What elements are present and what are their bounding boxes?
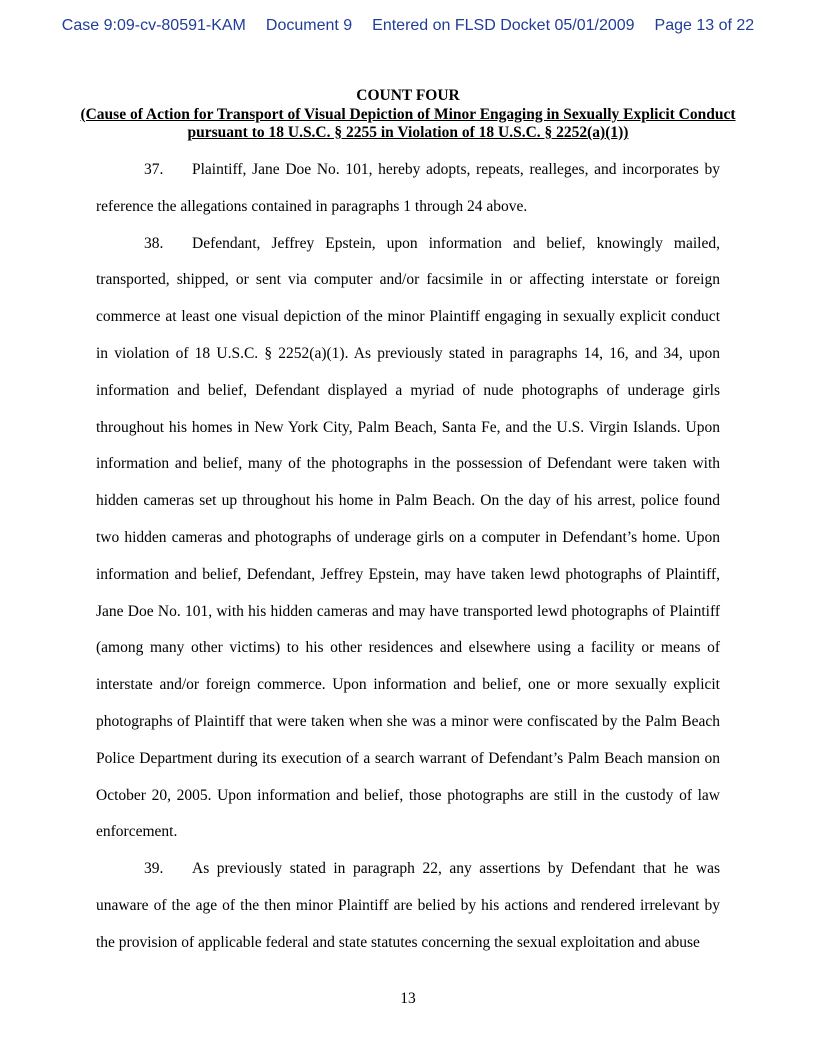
document-body — [96, 152, 720, 962]
paragraph — [96, 226, 720, 852]
case-number: Case 9:09-cv-80591-KAM — [61, 17, 246, 34]
paragraph-text: Defendant, Jeffrey Epstein, upon information and belief, knowingly mailed, transported, shipped, or sent via computer and/or facsimile in or affecting interstate or foreign commerce at least one visual depiction of the minor Plaintiff engaging in sexually explicit conduct in violation of 18 U.S.C. § 2252(a)(1). As previously stated in paragraphs 14, 16, and 34, upon information and belief, Defendant displayed a myriad of nude photographs of underage girls throughout his homes in New York City, Palm Beach, Santa Fe, and the U.S. Virgin Islands. Upon information and belief, many of the photographs in the possession of Defendant were taken with hidden cameras set up throughout his home in Palm Beach. On the day of his arrest, police found two hidden cameras and photographs of underage girls on a computer in Defendant’s home. Upon information and belief, Defendant, Jeffrey Epstein, may have taken lewd photographs of Plaintiff, Jane Doe No. 101, with his hidden cameras and may have transported lewd photographs of Plaintiff (among many other victims) to his other residences and elsewhere using a facility or means of interstate and/or foreign commerce. Upon information and belief, one or more sexually explicit photographs of Plaintiff that were taken when she was a minor were confiscated by the Palm Beach Police Department during its execution of a search warrant of Defendant’s Palm Beach mansion on October 20, 2005. Upon information and belief, those photographs are still in the custody of law enforcement. — [96, 234, 720, 841]
paragraph-text: As previously stated in paragraph 22, any assertions by Defendant that he was unaware of the age of the then minor Plaintiff are belied by his actions and rendered irrelevant by the provision of applicable federal and state statutes concerning the sexual exploitation and abuse — [96, 860, 720, 951]
paragraph-number: 37. — [144, 161, 164, 178]
page-indicator: Page 13 of 22 — [654, 17, 755, 34]
paragraph — [96, 152, 720, 226]
paragraph-number: 39. — [144, 860, 164, 878]
count-subheading: (Cause of Action for Transport of Visual Depiction of Minor Engaging in Sexually Explicit Conduct pursuant to 18 U.S.C. § 2255 in Violation of 18 U.S.C. § 2252(a)(1)) — [80, 106, 736, 141]
page-number: 13 — [400, 990, 416, 1007]
paragraph — [96, 851, 720, 961]
paragraph-text: Plaintiff, Jane Doe No. 101, hereby adopts, repeats, realleges, and incorporates by reference the allegations contained in paragraphs 1 through 24 above. — [96, 161, 720, 215]
document-number: Document 9 — [265, 17, 353, 34]
paragraph-number: 38. — [144, 234, 164, 252]
count-heading: COUNT FOUR — [356, 87, 460, 104]
ecf-filing-header — [0, 17, 816, 35]
docket-entry-date: Entered on FLSD Docket 05/01/2009 — [372, 17, 635, 34]
